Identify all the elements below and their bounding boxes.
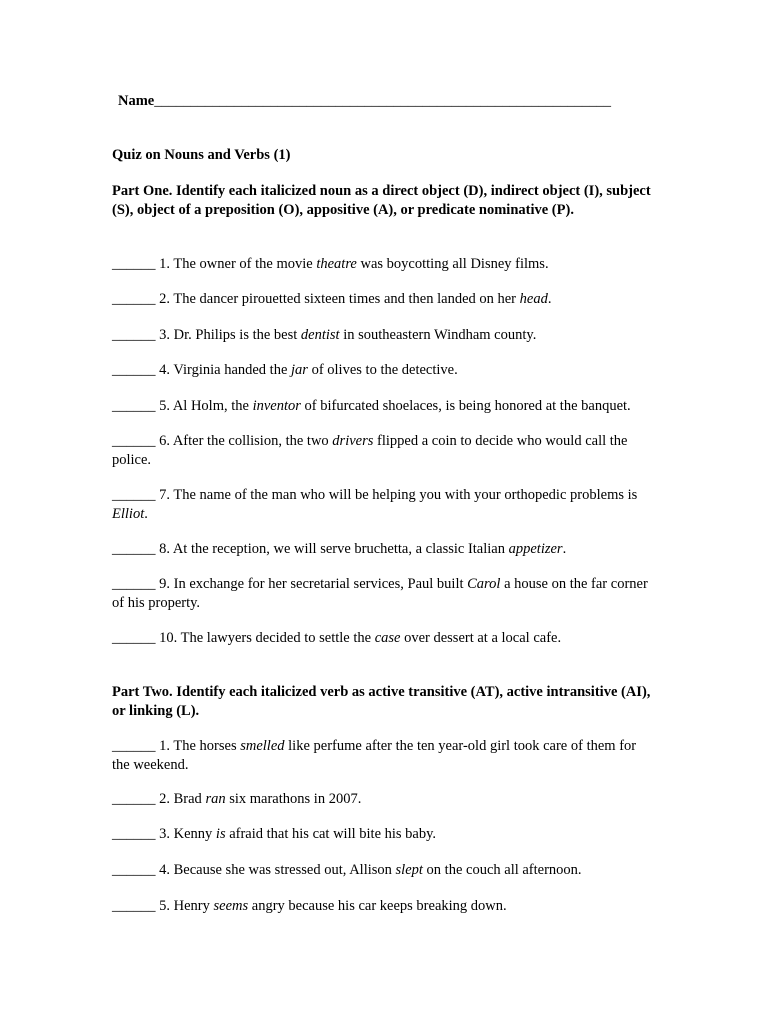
question-text-end: in southeastern Windham county. xyxy=(343,327,537,343)
question-text: Because she was stressed out, Allison xyxy=(173,862,392,878)
italicized-noun: dentist xyxy=(300,327,340,343)
italicized-noun: head xyxy=(519,291,548,307)
question-number: 5. xyxy=(159,898,170,914)
italicized-noun: appetizer xyxy=(508,541,563,557)
answer-blank[interactable]: ______ xyxy=(112,576,156,592)
question-text: Dr. Philips is the best xyxy=(173,327,298,343)
question-text-end: was boycotting all Disney films. xyxy=(360,256,549,272)
part-one-question-5 xyxy=(112,397,652,416)
answer-blank[interactable]: ______ xyxy=(112,433,156,449)
question-text-end: of olives to the detective. xyxy=(311,362,458,378)
question-number: 2. xyxy=(159,291,170,307)
question-text-end: angry because his car keeps breaking down. xyxy=(251,898,507,914)
question-text-end: on the couch all afternoon. xyxy=(426,862,582,878)
question-text: At the reception, we will serve bruchetta, a classic Italian xyxy=(172,541,505,557)
question-text: The horses xyxy=(173,738,237,754)
question-number: 6. xyxy=(159,433,170,449)
italicized-noun: case xyxy=(374,630,401,646)
italicized-noun: jar xyxy=(291,362,308,378)
answer-blank[interactable]: ______ xyxy=(112,738,156,754)
question-text: In exchange for her secretarial services, Paul built xyxy=(173,576,464,592)
question-text: The dancer pirouetted sixteen times and then landed on her xyxy=(173,291,517,307)
part-one-question-7 xyxy=(112,486,652,524)
answer-blank[interactable]: ______ xyxy=(112,291,156,307)
part-one-question-3 xyxy=(112,326,652,345)
question-text: The name of the man who will be helping you with your orthopedic problems is xyxy=(173,487,638,503)
question-text: Al Holm, the xyxy=(172,398,249,414)
part-two-question-1 xyxy=(112,737,652,775)
question-text-end: flipped a coin to decide who would call the police. xyxy=(112,433,628,468)
question-number: 8. xyxy=(159,541,170,557)
italicized-noun: theatre xyxy=(316,256,357,272)
part-one-question-8 xyxy=(112,540,652,559)
question-text: Henry xyxy=(173,898,210,914)
part-one-heading: Part One. Identify each italicized noun as a direct object (D), indirect object (I), subject (S), object of a preposition (O), appositive (A), or predicate nominative (P). xyxy=(112,183,651,218)
answer-blank[interactable]: ______ xyxy=(112,630,156,646)
question-text: Virginia handed the xyxy=(173,362,288,378)
question-text-end: afraid that his cat will bite his baby. xyxy=(229,826,437,842)
italicized-noun: Carol xyxy=(467,576,501,592)
italicized-verb: smelled xyxy=(240,738,285,754)
answer-blank[interactable]: ______ xyxy=(112,541,156,557)
quiz-title: Quiz on Nouns and Verbs (1) xyxy=(112,147,291,163)
answer-blank[interactable]: ______ xyxy=(112,898,156,914)
italicized-noun: drivers xyxy=(332,433,374,449)
question-text-end: . xyxy=(144,506,148,522)
question-number: 7. xyxy=(159,487,170,503)
italicized-verb: seems xyxy=(213,898,249,914)
italicized-noun: Elliot xyxy=(112,506,145,522)
question-text-end: of bifurcated shoelaces, is being honored at the banquet. xyxy=(304,398,631,414)
answer-blank[interactable]: ______ xyxy=(112,398,156,414)
part-two-question-3 xyxy=(112,825,652,844)
name-line xyxy=(118,92,611,111)
question-text: Brad xyxy=(173,791,202,807)
part-one-question-9 xyxy=(112,575,652,613)
question-number: 4. xyxy=(159,862,170,878)
question-text-end: . xyxy=(547,291,552,307)
question-number: 3. xyxy=(159,826,170,842)
name-blank[interactable]: _______________________________________________________________ xyxy=(154,93,611,109)
part-one-question-1 xyxy=(112,255,652,274)
answer-blank[interactable]: ______ xyxy=(112,327,156,343)
question-number: 4. xyxy=(159,362,170,378)
question-number: 10. xyxy=(159,630,178,646)
question-text: Kenny xyxy=(173,826,213,842)
question-text: The lawyers decided to settle the xyxy=(180,630,372,646)
italicized-verb: is xyxy=(215,826,226,842)
italicized-verb: slept xyxy=(395,862,423,878)
question-text-end: a house on the far corner of his property. xyxy=(112,576,648,611)
question-number: 3. xyxy=(159,327,170,343)
question-text-end: over dessert at a local cafe. xyxy=(404,630,562,646)
part-one-question-6 xyxy=(112,432,652,470)
part-two-heading: Part Two. Identify each italicized verb as active transitive (AT), active intransitive (AI), or linking (L). xyxy=(112,684,651,719)
answer-blank[interactable]: ______ xyxy=(112,791,156,807)
part-two-question-5 xyxy=(112,897,652,916)
question-text: After the collision, the two xyxy=(172,433,329,449)
question-number: 1. xyxy=(159,256,170,272)
question-number: 9. xyxy=(159,576,170,592)
name-label: Name xyxy=(118,93,155,109)
question-number: 2. xyxy=(159,791,170,807)
part-two-question-2 xyxy=(112,790,652,809)
part-one-question-10 xyxy=(112,629,652,648)
question-number: 1. xyxy=(159,738,170,754)
part-two-question-4 xyxy=(112,861,652,880)
italicized-verb: ran xyxy=(205,791,226,807)
question-number: 5. xyxy=(159,398,170,414)
part-one-question-4 xyxy=(112,361,652,380)
answer-blank[interactable]: ______ xyxy=(112,256,156,272)
question-text-end: like perfume after the ten year-old girl took care of them for the weekend. xyxy=(112,738,637,773)
question-text-end: six marathons in 2007. xyxy=(229,791,362,807)
answer-blank[interactable]: ______ xyxy=(112,826,156,842)
question-text: The owner of the movie xyxy=(173,256,313,272)
answer-blank[interactable]: ______ xyxy=(112,862,156,878)
answer-blank[interactable]: ______ xyxy=(112,487,156,503)
answer-blank[interactable]: ______ xyxy=(112,362,156,378)
part-one-question-2 xyxy=(112,290,652,309)
italicized-noun: inventor xyxy=(252,398,301,414)
question-text-end: . xyxy=(562,541,567,557)
